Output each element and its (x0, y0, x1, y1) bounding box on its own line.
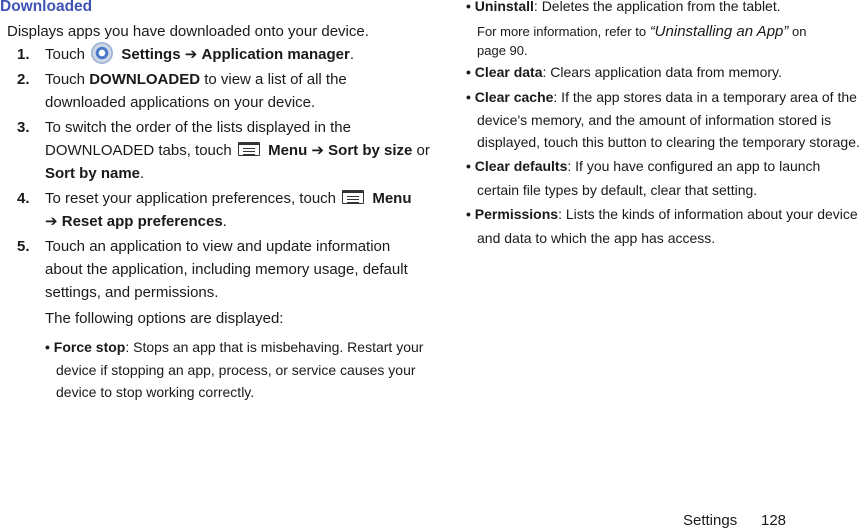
option-uninstall (466, 0, 781, 18)
option-text: : Lists the kinds of information about your device (558, 206, 858, 222)
sort-by-size-label: Sort by size (328, 142, 413, 159)
step-3-line-2 (45, 139, 430, 162)
step-number: 3. (17, 119, 30, 136)
menu-label: Menu (268, 142, 308, 159)
step-3-line-1: To switch the order of the lists displayed in the (45, 119, 351, 136)
option-permissions (466, 203, 858, 226)
option-text: certain file types by default, clear that setting. (477, 182, 758, 198)
option-text: device to stop working correctly. (56, 384, 255, 400)
step-4-line-2 (45, 210, 227, 233)
menu-label: Menu (372, 190, 412, 207)
bullet: • (466, 64, 471, 80)
option-text: displayed, touch this button to clearing the temporary storage. (477, 134, 860, 150)
footer-section: Settings (683, 512, 738, 529)
section-title: Downloaded (0, 0, 93, 15)
option-force-stop (45, 336, 423, 359)
option-label: Clear defaults (474, 158, 568, 174)
reset-app-preferences-label: Reset app preferences (61, 213, 223, 230)
option-label: Permissions (474, 206, 559, 222)
bullet: • (466, 89, 471, 105)
punct: . (140, 165, 145, 182)
downloaded-label: DOWNLOADED (89, 71, 201, 88)
arrow-icon: ➔ (184, 46, 198, 63)
arrow-icon: ➔ (311, 142, 324, 159)
option-text: : If you have configured an app to launch (567, 158, 821, 174)
note-text: For more information, refer to (477, 24, 647, 39)
option-text: : Stops an app that is misbehaving. Restart your (125, 339, 424, 355)
punct: . (349, 46, 355, 63)
menu-icon (342, 190, 364, 204)
step-number: 5. (17, 238, 30, 255)
option-label: Force stop (53, 339, 126, 355)
option-text: device's memory, and the amount of information stored is (477, 112, 832, 128)
option-label: Uninstall (474, 0, 534, 14)
section-intro: Displays apps you have downloaded onto your device. (7, 23, 369, 40)
step-number: 1. (17, 46, 30, 63)
step-text: or (416, 142, 430, 159)
bullet: • (466, 0, 471, 14)
option-text: and data to which the app has access. (477, 230, 716, 246)
uninstalling-app-link[interactable]: “Uninstalling an App” (649, 23, 789, 40)
step-text: to view a list of all the (204, 71, 347, 88)
step-2-line-2: downloaded applications on your device. (45, 94, 316, 111)
step-number: 2. (17, 71, 30, 88)
uninstall-note (477, 22, 806, 41)
step-5-line-2: about the application, including memory usage, default (45, 261, 408, 278)
settings-label: Settings (121, 46, 181, 63)
option-text: : Clears application data from memory. (542, 64, 782, 80)
option-clear-cache (466, 86, 857, 109)
step-5-line-1: Touch an application to view and update information (45, 238, 391, 255)
step-5-line-3: settings, and permissions. (45, 284, 219, 301)
arrow-icon: ➔ (45, 213, 58, 230)
note-text: on (792, 24, 807, 39)
step-number: 4. (17, 190, 30, 207)
step-text: Touch (45, 71, 86, 88)
step-2-line-1 (45, 68, 347, 91)
option-text: device if stopping an app, process, or service causes your (56, 362, 416, 378)
application-manager-label: Application manager (201, 46, 350, 63)
punct: . (222, 213, 227, 230)
option-label: Clear cache (474, 89, 554, 105)
step-1 (45, 43, 354, 66)
bullet: • (466, 206, 471, 222)
settings-gear-icon (91, 42, 113, 64)
option-label: Clear data (474, 64, 543, 80)
step-3-line-3 (45, 162, 144, 185)
step-text: DOWNLOADED tabs, touch (45, 142, 232, 159)
step-4-line-1 (45, 187, 412, 210)
step-text: Touch (45, 46, 86, 63)
option-text: : Deletes the application from the tablet. (533, 0, 781, 14)
uninstall-note-page: page 90. (477, 43, 528, 58)
page-number: 128 (761, 512, 787, 529)
sort-by-name-label: Sort by name (45, 165, 141, 182)
option-text: : If the app stores data in a temporary area of the (553, 89, 857, 105)
option-clear-defaults (466, 155, 820, 178)
options-intro: The following options are displayed: (45, 310, 284, 327)
menu-icon (238, 142, 260, 156)
bullet: • (45, 339, 50, 355)
step-text: To reset your application preferences, touch (45, 190, 336, 207)
bullet: • (466, 158, 471, 174)
option-clear-data (466, 61, 782, 84)
